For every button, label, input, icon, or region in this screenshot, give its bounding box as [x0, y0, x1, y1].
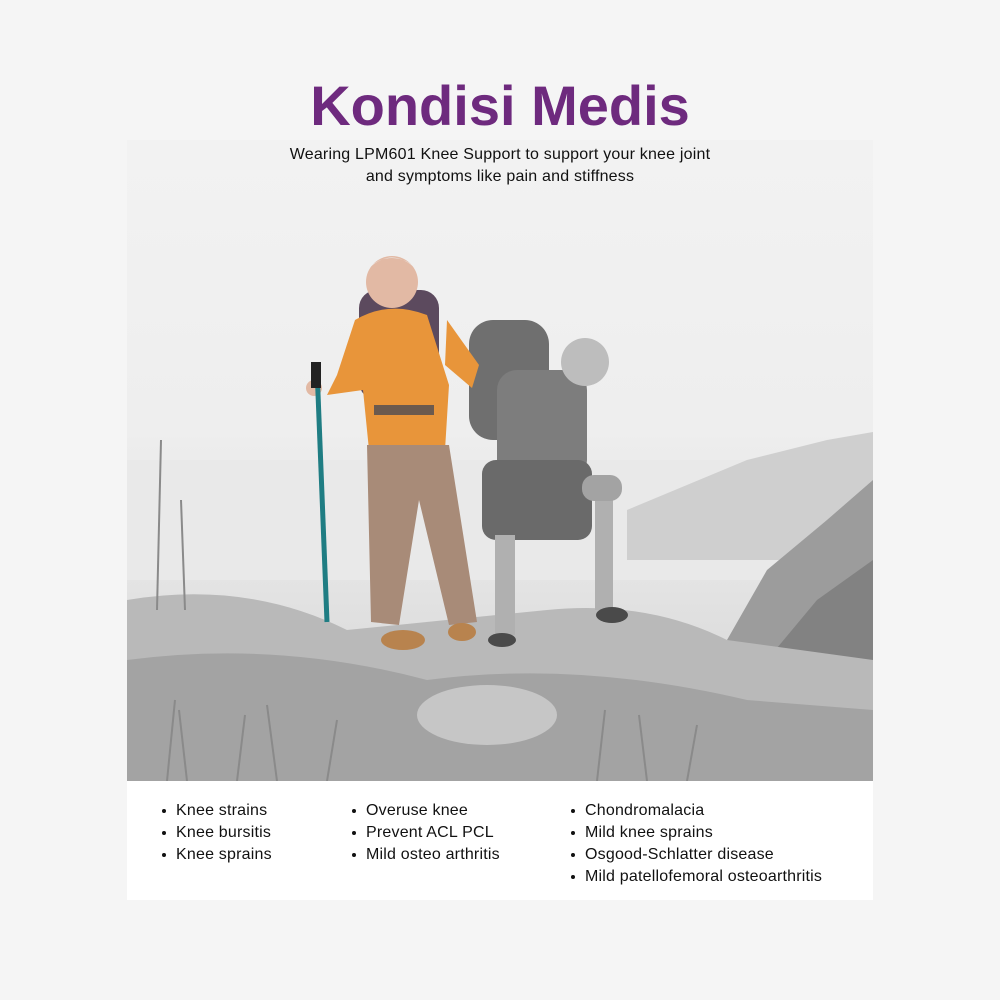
hiker-photo — [127, 140, 873, 781]
content-card — [127, 140, 873, 900]
condition-item: Mild patellofemoral osteoarthritis — [569, 866, 822, 888]
grey-head — [561, 338, 609, 386]
grey-hands-on-knee — [582, 475, 622, 501]
conditions-column-3 — [569, 800, 822, 888]
condition-item: Chondromalacia — [569, 800, 822, 822]
condition-item: Mild osteo arthritis — [350, 844, 500, 866]
grey-leg-right — [595, 500, 613, 610]
hiker-photo-illustration — [127, 140, 873, 781]
grey-shoe-right — [596, 607, 628, 623]
condition-item: Overuse knee — [350, 800, 500, 822]
condition-item: Osgood-Schlatter disease — [569, 844, 822, 866]
conditions-list — [127, 800, 873, 900]
conditions-column-1 — [160, 800, 272, 866]
hiker-boot-right — [448, 623, 476, 641]
grey-shoe-left — [488, 633, 516, 647]
smiling-hiker — [306, 256, 479, 650]
condition-item: Knee bursitis — [160, 822, 272, 844]
condition-item: Knee sprains — [160, 844, 272, 866]
pole-grip — [311, 362, 321, 388]
page-title: Kondisi Medis — [310, 74, 690, 137]
subtitle-line-1: Wearing LPM601 Knee Support to support your knee joint — [289, 146, 711, 163]
condition-item: Knee strains — [160, 800, 272, 822]
grey-leg-left — [495, 535, 515, 635]
condition-item: Prevent ACL PCL — [350, 822, 500, 844]
grey-shorts — [482, 460, 592, 540]
subtitle — [127, 144, 873, 188]
grey-hiker — [469, 320, 628, 647]
rock — [417, 685, 557, 745]
hiker-boot-left — [381, 630, 425, 650]
subtitle-line-2: and symptoms like pain and stiffness — [365, 168, 635, 185]
hiker-belt — [374, 405, 434, 415]
hiker-shirt — [327, 309, 449, 450]
condition-item: Mild knee sprains — [569, 822, 822, 844]
conditions-column-2 — [350, 800, 500, 866]
